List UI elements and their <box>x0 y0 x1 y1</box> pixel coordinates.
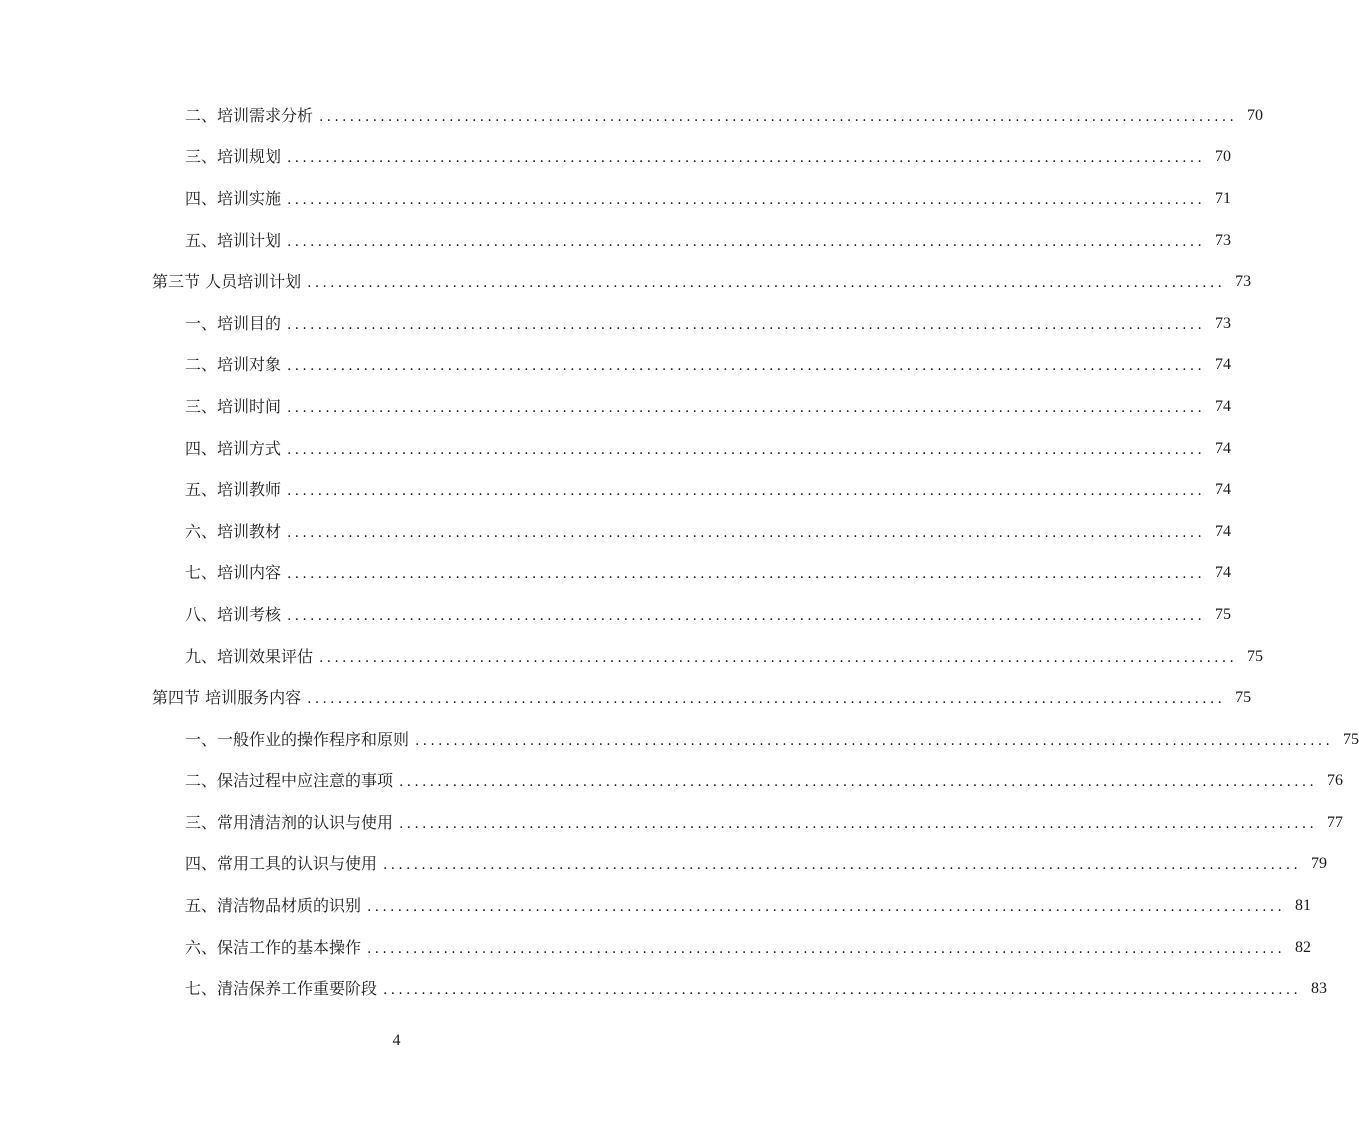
toc-section-entry[interactable] <box>0 677 1252 719</box>
toc-entry-page: 79 <box>1311 855 1328 873</box>
toc-entry-label: 四、常用工具的认识与使用 <box>185 854 378 874</box>
dot-leader: ........................................................................................................................ <box>319 649 1238 666</box>
dot-leader: ........................................................................................................................ <box>399 774 1318 791</box>
toc-entry-label: 三、培训时间 <box>185 396 282 416</box>
toc-entry[interactable] <box>0 968 1328 1010</box>
toc-entry-page: 82 <box>1295 938 1312 956</box>
toc-entry-page: 71 <box>1215 189 1232 207</box>
toc-entry-label: 四、培训方式 <box>185 438 282 458</box>
toc-entry[interactable] <box>0 927 1312 969</box>
dot-leader: ........................................................................................................................ <box>287 316 1206 333</box>
dot-leader: ........................................................................................................................ <box>287 566 1206 583</box>
dot-leader: ........................................................................................................................ <box>319 108 1238 125</box>
toc-entry-label: 第四节 培训服务内容 <box>152 688 302 708</box>
dot-leader: ........................................................................................................................ <box>383 982 1302 999</box>
page-number: 4 <box>392 1032 401 1049</box>
toc-entry-page: 74 <box>1215 397 1232 415</box>
toc-entry[interactable] <box>0 761 1344 803</box>
dot-leader: ........................................................................................................................ <box>287 524 1206 541</box>
toc-entry-page: 74 <box>1215 522 1232 540</box>
toc-section-entry[interactable] <box>0 261 1252 303</box>
toc-entry[interactable] <box>0 594 1232 636</box>
dot-leader: ........................................................................................................................ <box>287 358 1206 375</box>
toc-entry[interactable] <box>0 386 1232 428</box>
toc-entry-label: 五、清洁物品材质的识别 <box>185 896 362 916</box>
toc-entry-page: 75 <box>1247 647 1264 665</box>
toc-entry[interactable] <box>0 303 1232 345</box>
toc-entry-label: 三、培训规划 <box>185 147 282 167</box>
toc-entry-label: 一、培训目的 <box>185 313 282 333</box>
toc-entry-label: 七、清洁保养工作重要阶段 <box>185 979 378 999</box>
toc-entry-page: 74 <box>1215 356 1232 374</box>
toc-entry-page: 74 <box>1215 564 1232 582</box>
toc-entry-page: 70 <box>1247 106 1264 124</box>
toc-entry-page: 74 <box>1215 481 1232 499</box>
table-of-contents <box>0 95 1359 1010</box>
toc-entry-label: 第三节 人员培训计划 <box>152 272 302 292</box>
toc-entry[interactable] <box>0 178 1232 220</box>
dot-leader: ........................................................................................................................ <box>287 150 1206 167</box>
dot-leader: ........................................................................................................................ <box>367 940 1286 957</box>
toc-entry-label: 六、保洁工作的基本操作 <box>185 937 362 957</box>
dot-leader: ........................................................................................................................ <box>287 441 1206 458</box>
toc-entry-page: 83 <box>1311 980 1328 998</box>
toc-entry-page: 81 <box>1295 897 1312 915</box>
toc-entry-label: 五、培训教师 <box>185 480 282 500</box>
toc-entry-label: 五、培训计划 <box>185 230 282 250</box>
toc-entry-page: 70 <box>1215 148 1232 166</box>
dot-leader: ........................................................................................................................ <box>307 275 1226 292</box>
toc-entry-page: 73 <box>1215 231 1232 249</box>
toc-entry[interactable] <box>0 220 1232 262</box>
toc-entry-page: 76 <box>1327 772 1344 790</box>
dot-leader: ........................................................................................................................ <box>367 899 1286 916</box>
toc-entry[interactable] <box>0 428 1232 470</box>
toc-entry[interactable] <box>0 511 1232 553</box>
toc-entry-label: 六、培训教材 <box>185 521 282 541</box>
toc-entry-label: 一、一般作业的操作程序和原则 <box>185 729 410 749</box>
toc-entry-label: 二、培训需求分析 <box>185 105 314 125</box>
toc-entry-label: 八、培训考核 <box>185 604 282 624</box>
toc-entry-page: 77 <box>1327 813 1344 831</box>
dot-leader: ........................................................................................................................ <box>383 857 1302 874</box>
toc-entry-page: 73 <box>1215 314 1232 332</box>
toc-entry[interactable] <box>0 719 1359 761</box>
dot-leader: ........................................................................................................................ <box>287 607 1206 624</box>
toc-entry[interactable] <box>0 802 1344 844</box>
dot-leader: ........................................................................................................................ <box>399 815 1318 832</box>
dot-leader: ........................................................................................................................ <box>307 691 1226 708</box>
toc-entry[interactable] <box>0 844 1328 886</box>
toc-entry-label: 二、保洁过程中应注意的事项 <box>185 771 394 791</box>
toc-entry-label: 三、常用清洁剂的认识与使用 <box>185 812 394 832</box>
toc-entry[interactable] <box>0 885 1312 927</box>
toc-entry-page: 73 <box>1235 273 1252 291</box>
toc-entry[interactable] <box>0 636 1264 678</box>
toc-entry-label: 七、培训内容 <box>185 563 282 583</box>
toc-entry-label: 四、培训实施 <box>185 188 282 208</box>
toc-entry[interactable] <box>0 137 1232 179</box>
dot-leader: ........................................................................................................................ <box>287 483 1206 500</box>
toc-entry-page: 75 <box>1343 730 1359 748</box>
toc-entry-page: 75 <box>1215 605 1232 623</box>
toc-entry-page: 75 <box>1235 689 1252 707</box>
dot-leader: ........................................................................................................................ <box>287 191 1206 208</box>
toc-entry[interactable] <box>0 345 1232 387</box>
toc-entry[interactable] <box>0 95 1264 137</box>
toc-entry[interactable] <box>0 553 1232 595</box>
toc-entry[interactable] <box>0 469 1232 511</box>
dot-leader: ........................................................................................................................ <box>415 732 1334 749</box>
dot-leader: ........................................................................................................................ <box>287 233 1206 250</box>
toc-entry-label: 九、培训效果评估 <box>185 646 314 666</box>
toc-entry-label: 二、培训对象 <box>185 355 282 375</box>
dot-leader: ........................................................................................................................ <box>287 399 1206 416</box>
toc-entry-page: 74 <box>1215 439 1232 457</box>
